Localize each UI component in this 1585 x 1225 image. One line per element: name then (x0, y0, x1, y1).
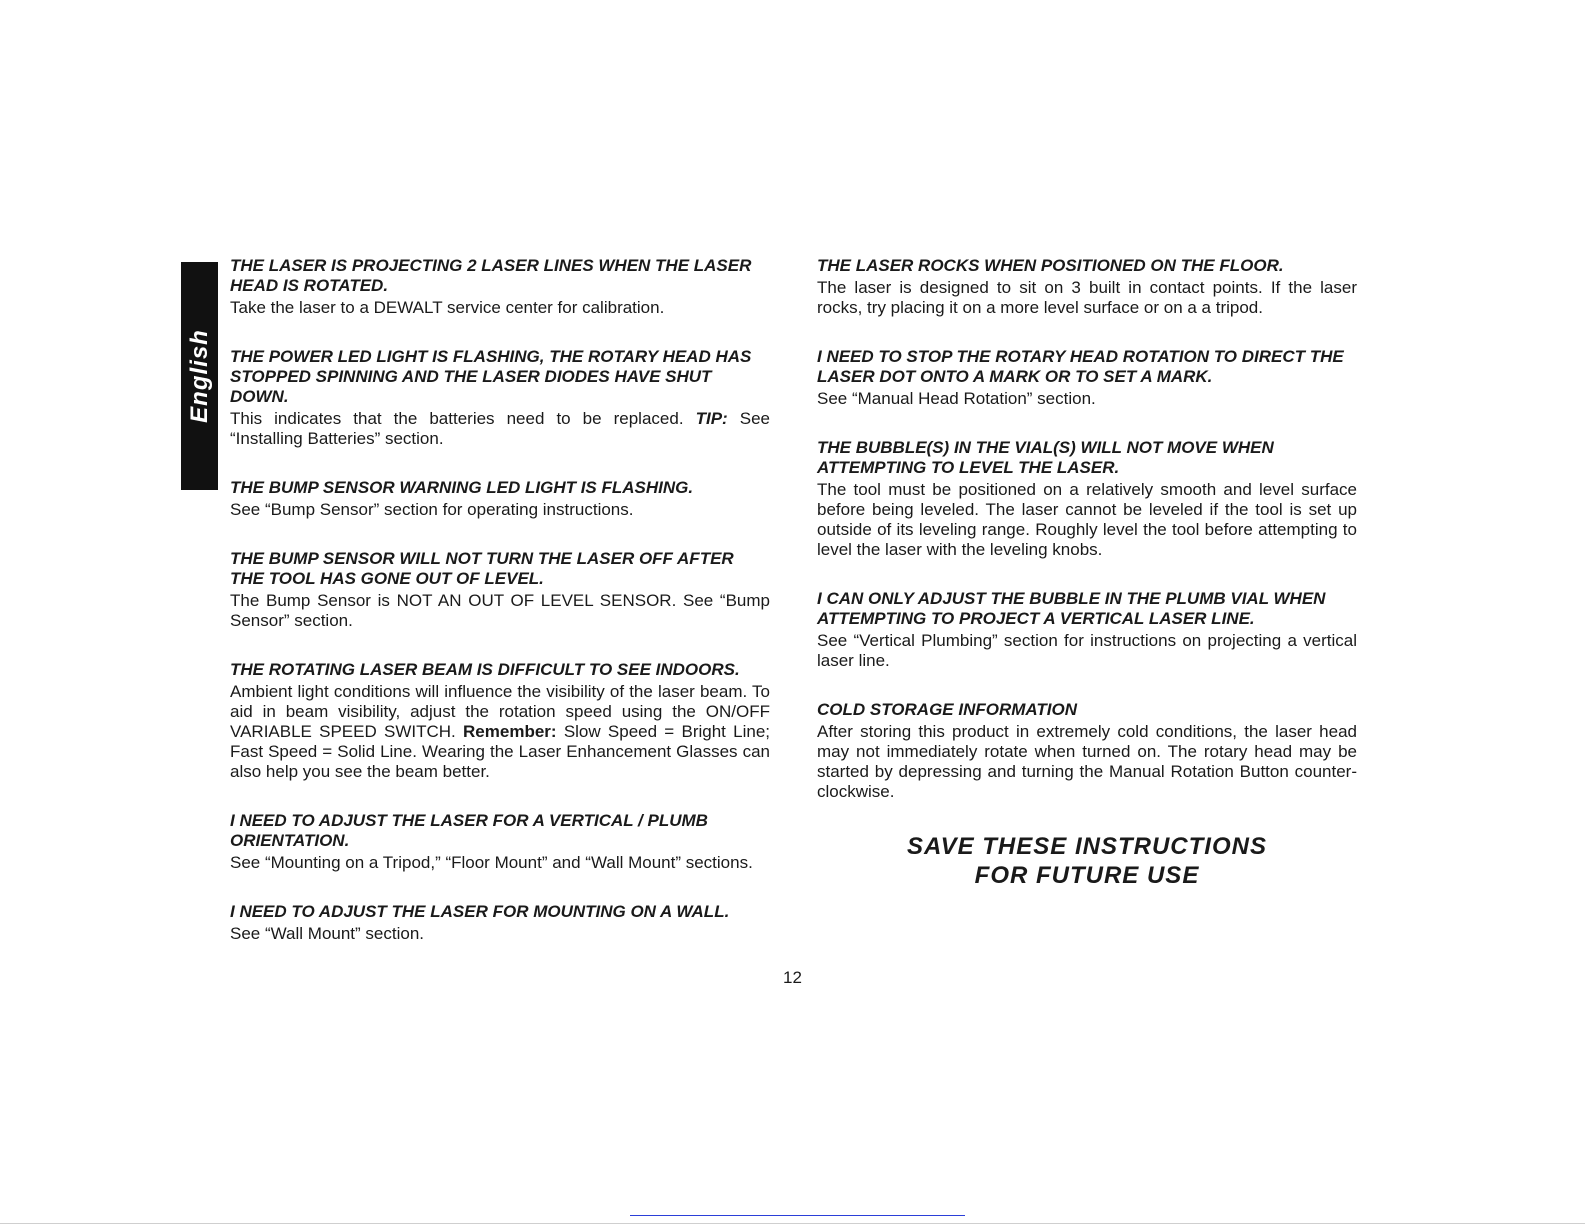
remember-label: Remember: (463, 722, 557, 741)
body-text: This indicates that the batteries need to be replaced. (230, 409, 696, 428)
section-body: Take the laser to a DEWALT service center for calibration. (230, 298, 665, 317)
section-body: See “Mounting on a Tripod,” “Floor Mount” and “Wall Mount” sections. (230, 853, 753, 872)
footer-link-underline (630, 1215, 965, 1216)
troubleshoot-section (230, 478, 770, 520)
section-heading: COLD STORAGE INFORMATION (817, 700, 1078, 719)
troubleshoot-section (817, 589, 1357, 671)
language-tab-label: English (185, 329, 213, 423)
section-heading: THE ROTATING LASER BEAM IS DIFFICULT TO SEE INDOORS. (230, 660, 740, 679)
section-body: See “Wall Mount” section. (230, 924, 424, 943)
section-body (230, 409, 770, 449)
troubleshoot-section (817, 438, 1357, 560)
body-text: See “Installing Batteries” section. (230, 409, 770, 448)
section-heading: THE BUBBLE(S) IN THE VIAL(S) WILL NOT MOVE WHEN ATTEMPTING TO LEVEL THE LASER. (817, 438, 1274, 477)
section-body: The Bump Sensor is NOT AN OUT OF LEVEL SENSOR. See “Bump Sensor” section. (230, 591, 770, 630)
troubleshoot-section (817, 700, 1357, 802)
tip-label: TIP: (695, 409, 728, 428)
troubleshoot-section (230, 660, 770, 782)
troubleshoot-section (230, 256, 770, 318)
section-body: The tool must be positioned on a relatively smooth and level surface before being leveled. The laser cannot be leveled if the tool is set up outside of its leveling range. Roughly level the tool before attempting to level the laser with the leveling knobs. (817, 480, 1357, 559)
save-line-2: FOR FUTURE USE (974, 862, 1200, 889)
left-column (230, 256, 770, 973)
save-instructions-banner (817, 832, 1357, 890)
section-body: See “Vertical Plumbing” section for instructions on projecting a vertical laser line. (817, 631, 1357, 670)
section-heading: THE BUMP SENSOR WARNING LED LIGHT IS FLASHING. (230, 478, 694, 497)
troubleshoot-section (230, 347, 770, 449)
language-tab (181, 262, 218, 490)
section-heading: I CAN ONLY ADJUST THE BUBBLE IN THE PLUMB VIAL WHEN ATTEMPTING TO PROJECT A VERTICAL LASER LINE. (817, 589, 1326, 628)
troubleshoot-section (817, 256, 1357, 318)
body-text: Ambient light conditions will influence the visibility of the laser beam. To aid in beam visibility, adjust the rotation speed using the ON/OFF VARIABLE SPEED SWITCH. (230, 682, 770, 741)
section-heading: THE BUMP SENSOR WILL NOT TURN THE LASER OFF AFTER THE TOOL HAS GONE OUT OF LEVEL. (230, 549, 734, 588)
section-body: The laser is designed to sit on 3 built in contact points. If the laser rocks, try placing it on a more level surface or on a a tripod. (817, 278, 1357, 317)
section-body: See “Manual Head Rotation” section. (817, 389, 1096, 408)
troubleshoot-section (817, 347, 1357, 409)
footer-divider (0, 1223, 1585, 1224)
right-column (817, 256, 1357, 890)
section-heading: THE LASER ROCKS WHEN POSITIONED ON THE FLOOR. (817, 256, 1284, 275)
page-number: 12 (783, 968, 802, 987)
troubleshoot-section (230, 811, 770, 873)
troubleshoot-section (230, 902, 770, 944)
section-heading: THE POWER LED LIGHT IS FLASHING, THE ROTARY HEAD HAS STOPPED SPINNING AND THE LASER DIODES HAVE SHUT DOWN. (230, 347, 752, 406)
section-heading: I NEED TO ADJUST THE LASER FOR A VERTICAL / PLUMB ORIENTATION. (230, 811, 708, 850)
section-body: After storing this product in extremely cold conditions, the laser head may not immediately rotate when turned on. The rotary head may be started by depressing and turning the Manual Rotation Button counter-clockwise. (817, 722, 1357, 801)
section-heading: I NEED TO STOP THE ROTARY HEAD ROTATION TO DIRECT THE LASER DOT ONTO A MARK OR TO SET A MARK. (817, 347, 1344, 386)
section-heading: I NEED TO ADJUST THE LASER FOR MOUNTING ON A WALL. (230, 902, 730, 921)
body-text: Slow Speed = Bright Line; Fast Speed = Solid Line. Wearing the Laser Enhancement Glasses can also help you see the beam better. (230, 722, 770, 781)
troubleshoot-section (230, 549, 770, 631)
section-body: See “Bump Sensor” section for operating instructions. (230, 500, 634, 519)
save-line-1: SAVE THESE INSTRUCTIONS (907, 833, 1267, 860)
section-body (230, 682, 770, 782)
section-heading: THE LASER IS PROJECTING 2 LASER LINES WHEN THE LASER HEAD IS ROTATED. (230, 256, 752, 295)
